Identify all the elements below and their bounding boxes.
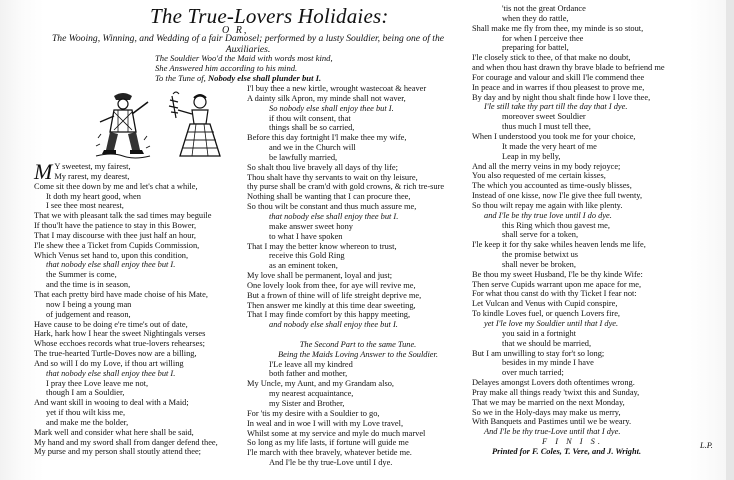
verse-line: Let Vulcan and Venus with Cupid conspire, <box>472 299 618 309</box>
drop-cap: M <box>34 159 53 184</box>
verse-line: If thou'lt have the patience to stay in this Bower, <box>34 221 197 231</box>
verse-line: that nobody else shall enjoy thee but I. <box>46 260 176 270</box>
verse-line: Delayes amongst Lovers doth oftentimes wrong. <box>472 378 635 388</box>
verse-line: though I am a Souldier, <box>46 388 125 398</box>
verse-line: Y sweetest, my fairest, <box>54 162 131 171</box>
ballad-column-2 <box>247 84 469 468</box>
verse-line: thus much I must tell thee, <box>502 122 591 132</box>
verse-line: My love shall be permanent, loyal and just; <box>247 271 393 281</box>
verse-line: And I'le be thy true-Love until that I dye. <box>484 427 621 437</box>
verse-line: besides in my minde I have <box>502 358 594 368</box>
verse-line: And I'le be thy true-Love until I dye. <box>269 458 393 468</box>
verse-line: Then answer me kindly at this time dear sweeting, <box>247 300 416 310</box>
verse-line: Leap in my belly, <box>502 151 561 161</box>
verse-line: But I am unwilling to stay for't so long; <box>472 348 605 358</box>
verse-line: That we with pleasant talk the sad times may beguile <box>34 211 212 221</box>
verse-line: Mark well and consider what here shall be said, <box>34 427 194 437</box>
verse-line: That I may finde comfort by this happy meeting, <box>247 310 411 320</box>
verse-line: yet I'le love my Souldier until that I dye. <box>484 319 619 328</box>
verse-line: My rarest, my dearest, <box>54 171 130 181</box>
verse-line: With Banquets and Pastimes until we be weary. <box>472 417 632 427</box>
verse-line: that nobody else shall enjoy thee but I. <box>269 211 399 221</box>
verse-line: make answer sweet hony <box>269 221 353 231</box>
verse-line: Be thou my sweet Husband, I'le be thy kinde Wife: <box>472 269 643 279</box>
verse-line: That I may discourse with thee just half an hour, <box>34 230 197 240</box>
verse-line: I'le keep it for thy sake whiles heaven lends me life, <box>472 240 646 250</box>
verse-line: be lawfully married, <box>269 152 338 162</box>
verse-line: That I may the better know whereon to trust, <box>247 241 397 251</box>
verse-line: When I understood you took me for your choice, <box>472 131 636 141</box>
verse-line: I see thee most nearest, <box>46 201 124 211</box>
maid-woodcut-icon <box>166 88 224 160</box>
verse-line: Then serve Cupids warrant upon me apace for me, <box>472 279 642 289</box>
ballad-intro <box>155 53 425 83</box>
verse-line: You also requested of me certain kisses, <box>472 171 606 181</box>
verse-line: when they do rattle, <box>502 13 569 23</box>
verse-line: receive this Gold Ring <box>269 251 345 261</box>
verse-line: the Summer is come, <box>46 270 117 280</box>
ballad-column-3 <box>472 4 722 457</box>
verse-line: So shalt thou live bravely all days of thy life; <box>247 162 398 172</box>
verse-line: you said in a fortnight <box>502 328 576 338</box>
intro-line-1: The Souldier Woo'd the Maid with words most kind, <box>155 53 333 63</box>
ballad-title: The True-Lovers Holidaies: <box>150 4 389 28</box>
tune-name: Nobody else shall plunder but I. <box>207 73 322 83</box>
verse-line: Shall make me fly from thee, my minde is so stout, <box>472 23 644 33</box>
verse-line: Which Venus set hand to, upon this condition, <box>34 250 189 260</box>
verse-line: So long as my life lasts, if fortune will guide me <box>247 438 409 448</box>
intro-line-2: She Answered him according to his mind. <box>155 63 298 73</box>
subtitle-line-1: The Wooing, Winning, and Wedding of a fair Damosel; performed by a lusty Souldier, being one of the <box>51 33 445 44</box>
verse-line: Printed for F. Coles, T. Vere, and J. Wright. <box>492 446 642 456</box>
verse-line: Thou shalt have thy servants to wait on thy leisure, <box>247 172 418 182</box>
verse-line: this Ring which thou gavest me, <box>502 220 610 230</box>
verse-line: and the time is in season, <box>46 280 131 290</box>
subtitle-line-2: Auxiliaries. <box>225 43 271 55</box>
verse-line: if thou wilt consent, that <box>269 113 351 123</box>
verse-line: For 'tis my desire with a Souldier to go, <box>247 408 380 418</box>
verse-line: The Second Part to the same Tune. <box>299 339 417 349</box>
verse-line: And all the merry veins in my body rejoyce; <box>472 161 621 171</box>
verse-line: And want skill in wooing to deal with a Maid; <box>34 398 189 408</box>
verse-line: Hark, hark how I hear the sweet Nightingals verses <box>34 329 206 339</box>
verse-line: The which you accounted as time-ously blisses, <box>472 181 632 191</box>
verse-line: So thou wilt repay me again with like plenty. <box>472 200 623 210</box>
verse-line: A dainty silk Apron, my minde shall not waver, <box>247 93 406 103</box>
verse-line: So nobody else shall enjoy thee but I. <box>269 103 394 113</box>
soldier-woodcut-icon <box>92 88 154 160</box>
verse-line: I'le march with thee bravely, whatever betide me. <box>247 448 412 458</box>
verse-line: as an eminent token, <box>269 261 338 271</box>
verse-line: Nothing shall be wanting that I can procure thee, <box>247 192 411 202</box>
scan-edge <box>726 0 734 480</box>
verse-line: I'le closely stick to thee, of that make no doubt, <box>472 53 631 63</box>
verse-line: 'tis not the great Ordance <box>502 4 586 13</box>
tune-line <box>155 73 425 83</box>
verse-line: yet if thou wilt kiss me, <box>46 408 126 418</box>
verse-line: of judgement and reason, <box>46 309 131 319</box>
verse-line: I'le still take thy part till the day that I dye. <box>484 102 628 112</box>
verse-line: One lovely look from thee, for aye will revive me, <box>247 280 416 290</box>
verse-line: Have cause to be doing e're time's out of date, <box>34 319 188 329</box>
verse-line: I'l buy thee a new kirtle, wrought wastecoat & heaver <box>247 84 427 93</box>
verse-line: I pray thee Love leave me not, <box>46 378 149 388</box>
verse-line: the promise betwixt us <box>502 250 579 260</box>
verse-line: for when I perceive thee <box>502 33 584 43</box>
verse-line: F I N I S. <box>542 437 603 447</box>
verse-line: preparing for battel, <box>502 43 569 53</box>
ballad-subtitle <box>28 34 468 55</box>
title-or: O R, <box>222 25 249 36</box>
verse-line: things shall be so carried, <box>269 123 355 133</box>
verse-line: Being the Maids Loving Answer to the Souldier. <box>278 349 438 359</box>
verse-line: and make me the bolder, <box>46 417 129 427</box>
verse-line: Instead of one kisse, now I'le give thee full twenty, <box>472 191 643 201</box>
verse-line: now I being a young man <box>46 299 132 309</box>
verse-line: to what I have spoken <box>269 231 343 241</box>
verse-line: My purse and my person shall stoutly attend thee; <box>34 447 202 457</box>
verse-line: my Sister and Brother, <box>269 399 345 408</box>
verse-line: Before this day fortnight I'l make thee my wife, <box>247 133 407 143</box>
verse-line: That we may be married on the next Monday, <box>472 397 625 407</box>
verse-line: moreover sweet Souldier <box>502 112 586 122</box>
verse-line: In weal and in woe I will with my Love travel, <box>247 418 404 428</box>
verse-line: and I'le be thy true love until I do dye. <box>484 210 612 220</box>
verse-line: I'Le leave all my kindred <box>269 359 353 369</box>
verse-line: For courage and valour and skill I'le commend thee <box>472 72 645 82</box>
verse-line: So we in the Holy-days may make us merry, <box>472 407 621 417</box>
verse-line: that nobody else shall enjoy thee but I. <box>46 368 176 378</box>
verse-line: shall never be broken, <box>502 259 576 269</box>
verse-line: shall serve for a token, <box>502 230 579 240</box>
verse-line: So thou wilt be constant and thus much assure me, <box>247 202 417 212</box>
verse-line: Whose ecchoes records what true-lovers rehearses; <box>34 339 205 349</box>
verse-line: It made the very heart of me <box>502 141 597 151</box>
verse-line: thy purse shall be cram'd with gold crowns, & rich tre-sure <box>247 182 445 192</box>
verse-line: But a frown of thine will of life streight deprive me, <box>247 290 422 300</box>
verse-line: and we in the Church will <box>269 143 356 153</box>
verse-line: and nobody else shall enjoy thee but I. <box>269 320 398 330</box>
verse-line: In peace and in warres if thou pleasest to prove me, <box>472 82 645 92</box>
verse-line: Whilst some at my service and myle do much marvel <box>247 428 426 438</box>
verse-line: It doth my heart good, when <box>46 191 141 201</box>
verse-line: By day and by night thou shalt finde how I love thee, <box>472 92 651 102</box>
verse-line: I'le shew thee a Ticket from Cupids Commission, <box>34 240 200 250</box>
tune-prefix: To the Tune of, <box>155 73 206 83</box>
verse-line <box>247 330 469 340</box>
verse-line: The true-hearted Turtle-Doves now are a billing, <box>34 349 197 359</box>
verse-line: To kindle Loves fuel, or quench Lovers fire, <box>472 309 621 319</box>
verse-line: That each pretty bird have made choise of his Mate, <box>34 289 208 299</box>
verse-line: My hand and my sword shall from danger defend thee, <box>34 437 218 447</box>
ballad-column-1 <box>34 159 242 457</box>
verse-line: Pray make all things ready 'twixt this and Sunday, <box>472 387 640 397</box>
verse-line: My Uncle, my Aunt, and my Grandam also, <box>247 379 395 389</box>
verse-line: Come sit thee down by me and let's chat a while, <box>34 181 198 191</box>
verse-line: For what thou canst do with thy Ticket I fear not: <box>472 289 637 299</box>
corner-mark: L.P. <box>700 441 713 450</box>
verse-line: And so will I do my Love, if thou art willing <box>34 358 184 368</box>
verse-line: and when thou hast drawn thy brave blade to befriend me <box>472 63 665 73</box>
verse-line: both father and mother, <box>269 369 348 379</box>
verse-line: that we should be married, <box>502 338 592 348</box>
verse-line: over much tarried; <box>502 368 564 378</box>
verse-line: my nearest acquaintance, <box>269 389 354 399</box>
